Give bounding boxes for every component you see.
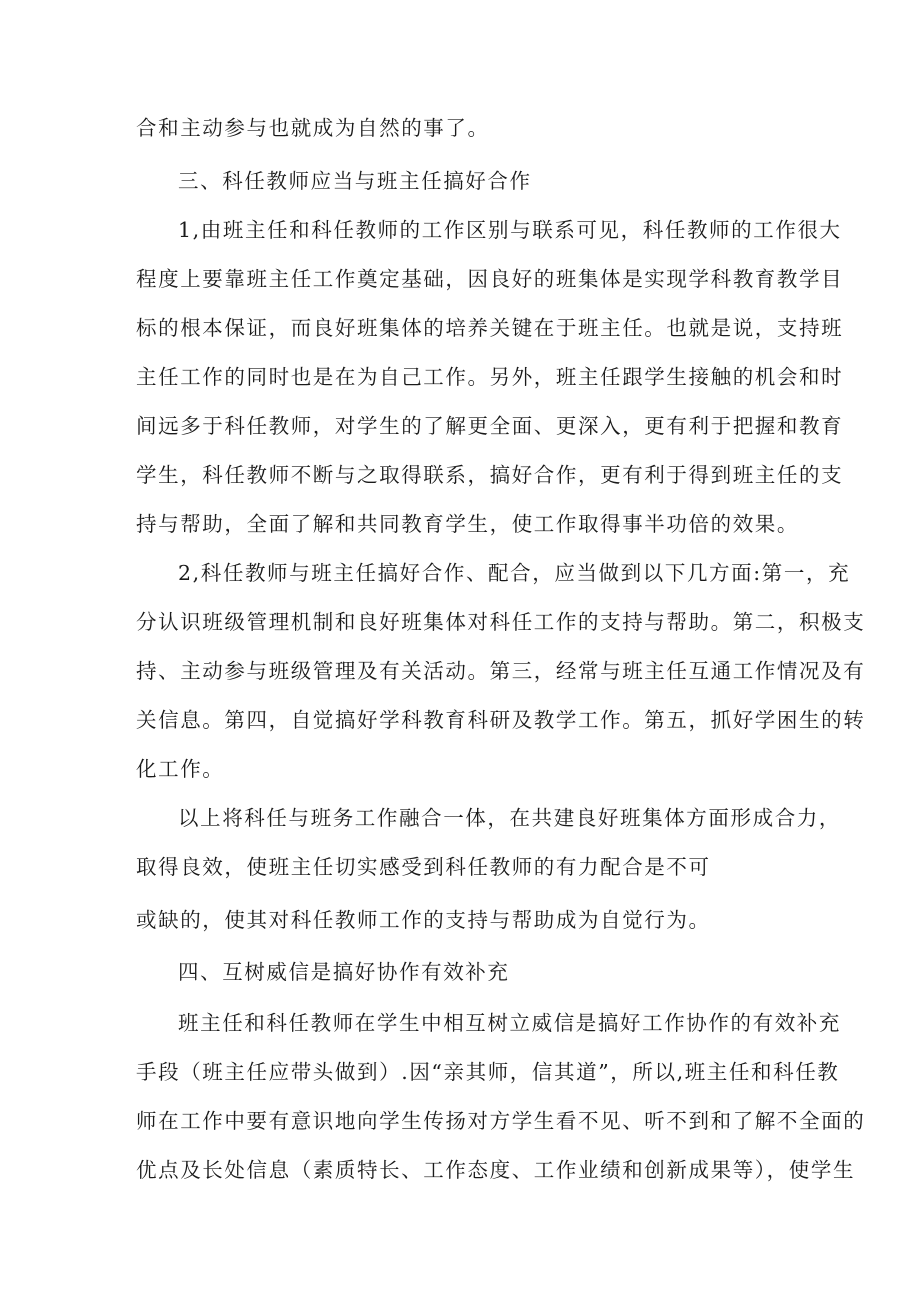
text-line: 关信息。第四，自觉搞好学科教育科研及教学工作。第五，抓好学困生的转 — [136, 708, 866, 732]
text-line: 或缺的，使其对科任教师工作的支持与帮助成为自觉行为。 — [136, 908, 711, 932]
text-line: 取得良效，使班主任切实感受到科任教师的有力配合是不可 — [136, 855, 711, 879]
section-heading: 四、互树威信是搞好协作有效补充 — [178, 960, 510, 984]
text-line: 程度上要靠班主任工作奠定基础，因良好的班集体是实现学科教育教学目 — [136, 267, 844, 291]
text-line: 师在工作中要有意识地向学生传扬对方学生看不见、听不到和了解不全面的 — [136, 1109, 866, 1133]
text-line: 优点及长处信息（素质特长、工作态度、工作业绩和创新成果等），使学生 — [136, 1158, 856, 1182]
text-line: 分认识班级管理机制和良好班集体对科任工作的支持与帮助。第二，积极支 — [136, 610, 866, 634]
text-line: 化工作。 — [136, 757, 225, 781]
text-line: 持与帮助，全面了解和共同教育学生，使工作取得事半功倍的效果。 — [136, 512, 799, 536]
text-line: 以上将科任与班务工作融合一体，在共建良好班集体方面形成合力， — [178, 806, 841, 830]
text-line: 手段（班主任应带头做到）.因“亲其师，信其道”，所以,班主任和科任教 — [136, 1060, 840, 1084]
text-line: 主任工作的同时也是在为自己工作。另外，班主任跟学生接触的机会和时 — [136, 365, 844, 389]
text-line: 持、主动参与班级管理及有关活动。第三，经常与班主任互通工作情况及有 — [136, 659, 866, 683]
text-line: 1,由班主任和科任教师的工作区别与联系可见，科任教师的工作很大 — [178, 218, 842, 242]
text-line: 学生，科任教师不断与之取得联系，搞好合作，更有利于得到班主任的支 — [136, 463, 844, 487]
text-line: 标的根本保证，而良好班集体的培养关键在于班主任。也就是说，支持班 — [136, 316, 844, 340]
text-line: 间远多于科任教师，对学生的了解更全面、更深入，更有利于把握和教育 — [136, 414, 844, 438]
text-line: 班主任和科任教师在学生中相互树立威信是搞好工作协作的有效补充 — [178, 1011, 841, 1035]
section-heading: 三、科任教师应当与班主任搞好合作 — [178, 169, 532, 193]
text-line: 2,科任教师与班主任搞好合作、配合，应当做到以下几方面:第一，充 — [178, 561, 851, 585]
text-line: 合和主动参与也就成为自然的事了。 — [136, 116, 490, 140]
